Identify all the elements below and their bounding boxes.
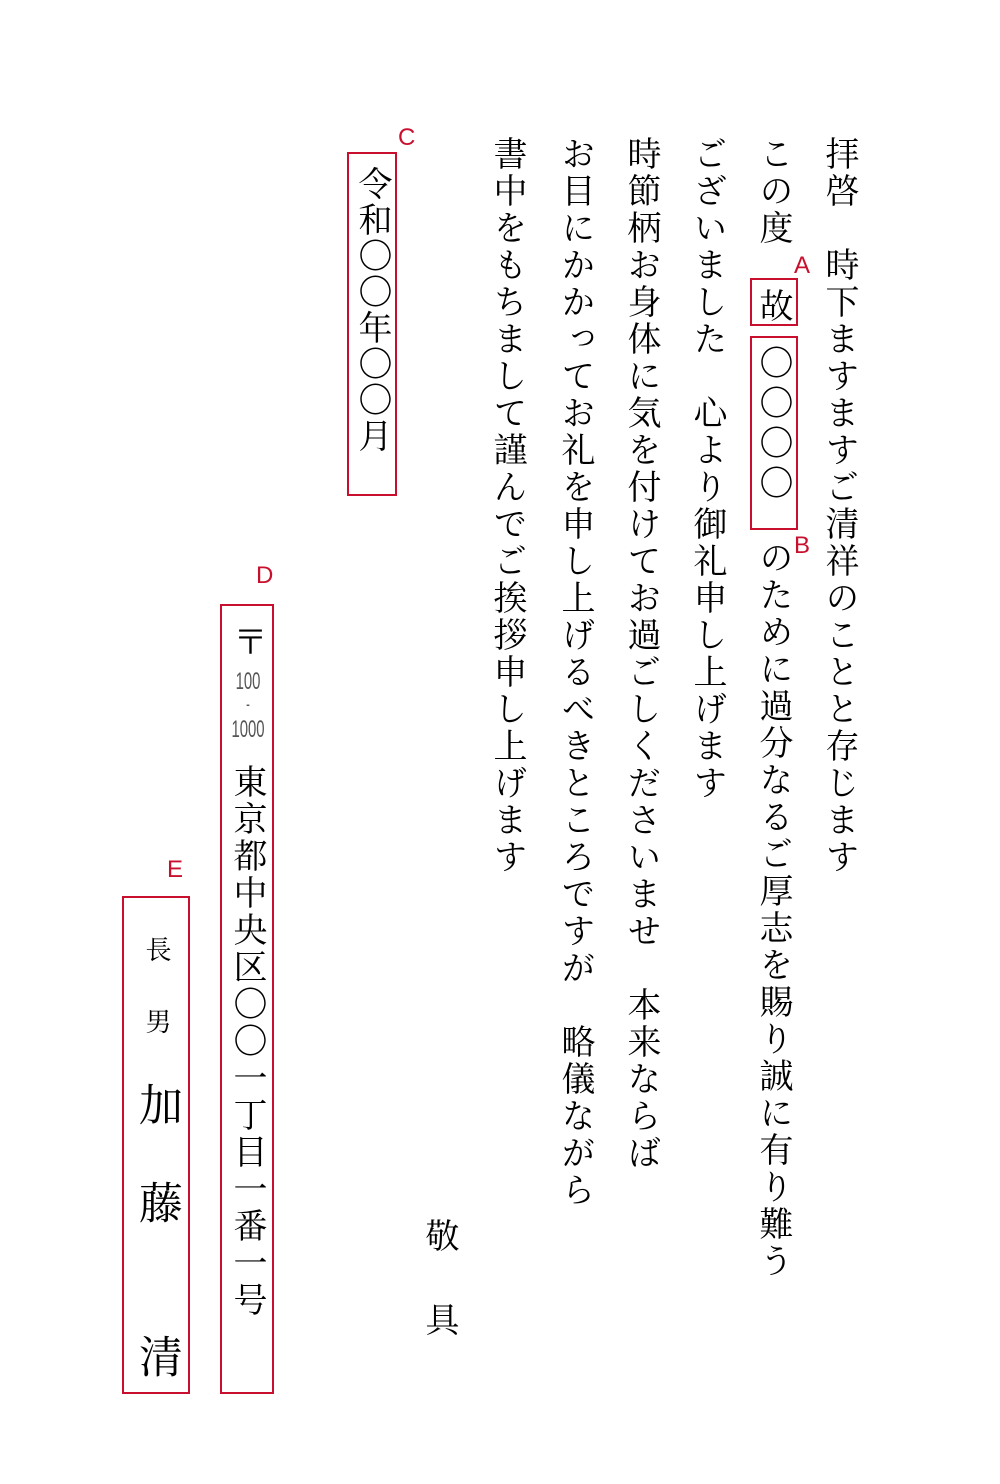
deceased-title: 故 — [753, 288, 793, 325]
sender-surname-2: 藤 — [131, 1180, 182, 1227]
letter-line-1: 拝啓 時下ますますご清祥のことと存じます — [819, 136, 859, 876]
postal-code-first: 100 — [235, 668, 261, 695]
marker-label-a: A — [794, 252, 811, 279]
marker-label-b: B — [794, 532, 811, 559]
marker-label-c: C — [398, 124, 416, 151]
letter-line-5: お目にかかってお礼を申し上げるべきところですが 略儀ながら — [555, 136, 595, 1209]
marker-label-e: E — [167, 856, 184, 883]
address-street: 東京都中央区〇〇一丁目一番一号 — [227, 764, 267, 1319]
marker-label-d: D — [256, 562, 274, 589]
postal-mark: 〒 — [227, 624, 267, 661]
sender-surname-1: 加 — [131, 1082, 182, 1129]
marker-box-a — [750, 278, 798, 326]
letter-line-2-prefix: この度 — [753, 136, 793, 247]
letter-line-3: ございました 心より御礼申し上げます — [687, 136, 727, 802]
postal-code-dash: - — [246, 694, 250, 714]
marker-box-b — [750, 336, 798, 530]
sender-relation: 長 男 — [141, 936, 171, 1044]
sender-given-name: 清 — [131, 1334, 182, 1381]
deceased-name: 〇〇〇〇 — [753, 345, 793, 505]
postal-code-second: 1000 — [231, 716, 265, 743]
letter-line-6: 書中をもちまして謹んでご挨拶申し上げます — [487, 136, 527, 876]
date-text: 令和〇〇年〇〇月 — [352, 166, 392, 454]
letter-line-4: 時節柄お身体に気を付けてお過ごしくださいませ 本来ならば — [621, 136, 661, 1172]
letter-line-2-suffix: のために過分なるご厚志を賜り誠に有り難う — [753, 540, 793, 1280]
closing-keigu: 敬 具 — [419, 1218, 459, 1344]
